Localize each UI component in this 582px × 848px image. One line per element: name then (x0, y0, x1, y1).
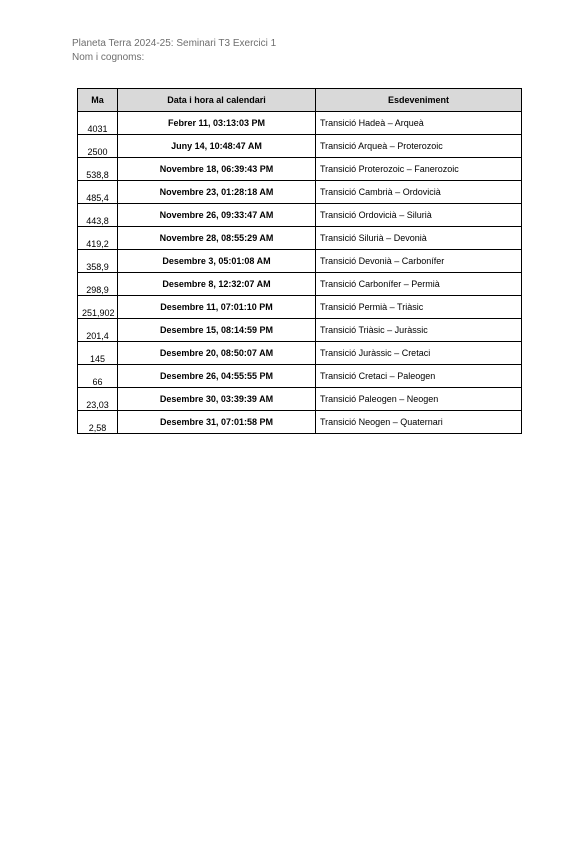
cell-ma: 2500 (78, 135, 118, 158)
cell-event: Transició Triàsic – Juràssic (316, 319, 522, 342)
table-row (78, 135, 522, 158)
cell-event: Transició Permià – Triàsic (316, 296, 522, 319)
document-title: Planeta Terra 2024-25: Seminari T3 Exercici 1 (72, 38, 277, 49)
table-header-row (78, 89, 522, 112)
cell-date: Febrer 11, 03:13:03 PM (118, 112, 316, 135)
cell-date: Desembre 3, 05:01:08 AM (118, 250, 316, 273)
cell-date: Novembre 23, 01:28:18 AM (118, 181, 316, 204)
cell-ma: 298,9 (78, 273, 118, 296)
table-row (78, 273, 522, 296)
cell-ma: 66 (78, 365, 118, 388)
cell-ma: 251,902 (78, 296, 118, 319)
table-row (78, 411, 522, 434)
cell-date: Desembre 30, 03:39:39 AM (118, 388, 316, 411)
cell-event: Transició Proterozoic – Fanerozoic (316, 158, 522, 181)
cell-date: Novembre 18, 06:39:43 PM (118, 158, 316, 181)
geologic-events-table (77, 88, 522, 434)
cell-date: Desembre 31, 07:01:58 PM (118, 411, 316, 434)
cell-date: Desembre 20, 08:50:07 AM (118, 342, 316, 365)
cell-event: Transició Ordovicià – Silurià (316, 204, 522, 227)
cell-ma: 145 (78, 342, 118, 365)
cell-ma: 443,8 (78, 204, 118, 227)
cell-event: Transició Silurià – Devonià (316, 227, 522, 250)
column-header-event: Esdeveniment (316, 89, 522, 112)
cell-date: Desembre 15, 08:14:59 PM (118, 319, 316, 342)
table-row (78, 227, 522, 250)
cell-ma: 2,58 (78, 411, 118, 434)
cell-ma: 485,4 (78, 181, 118, 204)
cell-event: Transició Carbonífer – Permià (316, 273, 522, 296)
table-row (78, 365, 522, 388)
cell-event: Transició Cretaci – Paleogen (316, 365, 522, 388)
cell-event: Transició Hadeà – Arqueà (316, 112, 522, 135)
cell-ma: 4031 (78, 112, 118, 135)
cell-event: Transició Cambrià – Ordovicià (316, 181, 522, 204)
cell-event: Transició Juràssic – Cretaci (316, 342, 522, 365)
table-row (78, 204, 522, 227)
table-row (78, 388, 522, 411)
cell-event: Transició Arqueà – Proterozoic (316, 135, 522, 158)
cell-ma: 23,03 (78, 388, 118, 411)
cell-ma: 419,2 (78, 227, 118, 250)
cell-date: Novembre 26, 09:33:47 AM (118, 204, 316, 227)
column-header-date: Data i hora al calendari (118, 89, 316, 112)
cell-event: Transició Neogen – Quaternari (316, 411, 522, 434)
column-header-ma: Ma (78, 89, 118, 112)
cell-date: Desembre 26, 04:55:55 PM (118, 365, 316, 388)
table-row (78, 158, 522, 181)
cell-event: Transició Paleogen – Neogen (316, 388, 522, 411)
cell-date: Novembre 28, 08:55:29 AM (118, 227, 316, 250)
cell-event: Transició Devonià – Carbonífer (316, 250, 522, 273)
table-row (78, 250, 522, 273)
document-header (72, 37, 276, 65)
cell-ma: 201,4 (78, 319, 118, 342)
cell-ma: 538,8 (78, 158, 118, 181)
table-row (78, 319, 522, 342)
cell-date: Desembre 8, 12:32:07 AM (118, 273, 316, 296)
table-row (78, 296, 522, 319)
cell-date: Desembre 11, 07:01:10 PM (118, 296, 316, 319)
cell-date: Juny 14, 10:48:47 AM (118, 135, 316, 158)
table-row (78, 342, 522, 365)
cell-ma: 358,9 (78, 250, 118, 273)
table-row (78, 112, 522, 135)
name-field-label: Nom i cognoms: (72, 52, 145, 63)
table-row (78, 181, 522, 204)
